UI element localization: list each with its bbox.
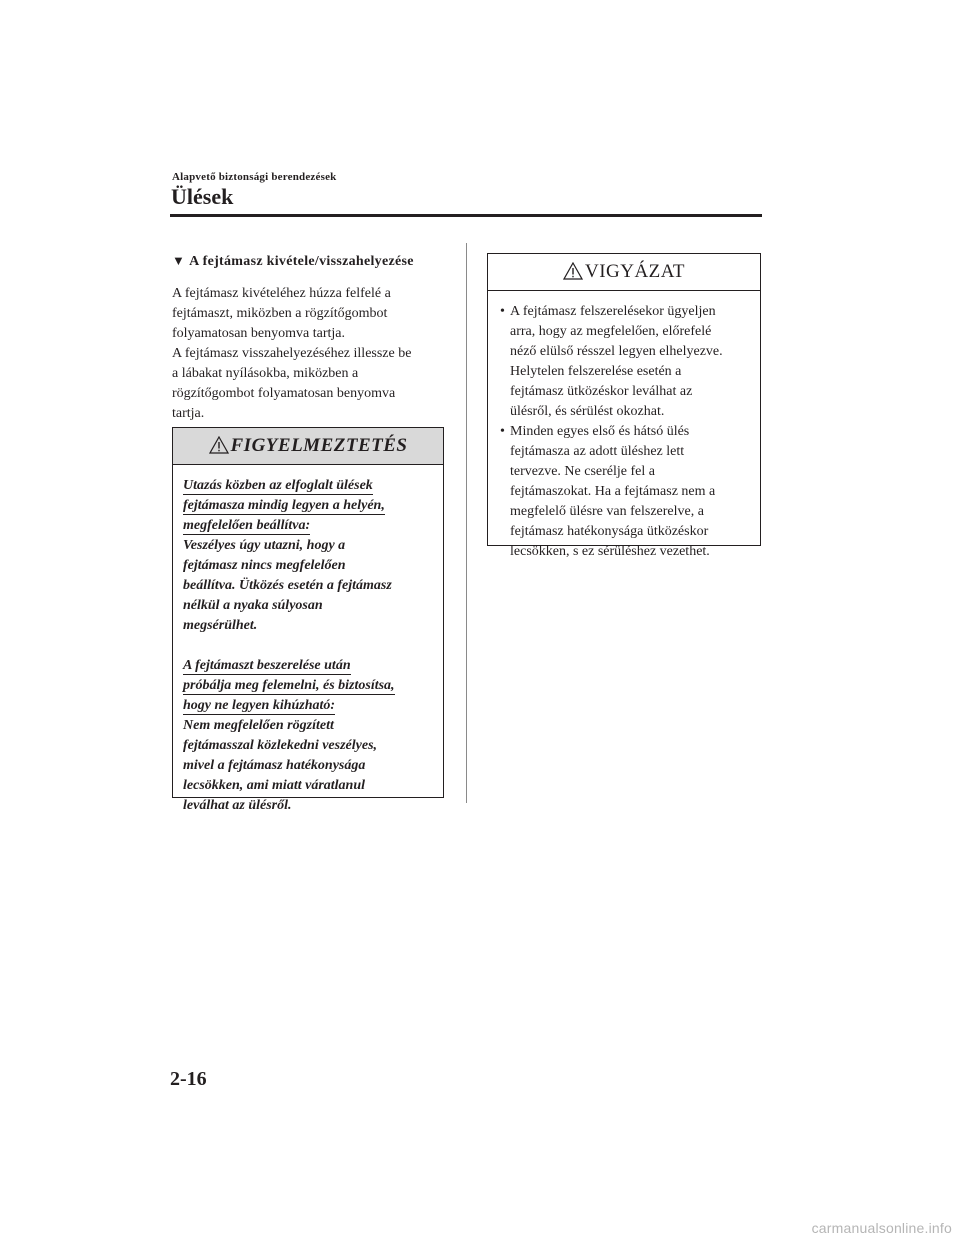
warning-heading-line: próbálja meg felemelni, és biztosítsa, <box>183 678 395 693</box>
warning-block-2-heading <box>183 656 435 716</box>
bullet-line: tervezve. Ne cserélje fel a <box>510 464 655 479</box>
warning-triangle-icon <box>209 436 229 454</box>
caution-box <box>487 253 761 559</box>
warning-text-line: fejtámasz nincs megfelelően <box>183 558 346 573</box>
column-divider <box>466 243 467 803</box>
warning-text-line: beállítva. Ütközés esetén a fejtámasz <box>183 578 392 593</box>
paragraph-line: A fejtámasz kivételéhez húzza felfelé a <box>172 286 391 301</box>
section-heading <box>172 253 448 270</box>
warning-text-line: megsérülhet. <box>183 618 258 633</box>
bullet-line: Helytelen felszerelése esetén a <box>510 364 682 379</box>
triangle-marker-icon: ▼ <box>172 253 186 268</box>
bullet-dot-icon: • <box>500 304 505 319</box>
warning-text-line: mivel a fejtámasz hatékonysága <box>183 758 366 773</box>
bullet-line: fejtámaszokat. Ha a fejtámasz nem a <box>510 484 716 499</box>
bullet-line: lecsökken, s ez sérüléshez vezethet. <box>510 544 710 559</box>
bullet-line: A fejtámasz felszerelésekor ügyeljen <box>510 304 716 319</box>
section-heading-text: A fejtámasz kivétele/visszahelyezése <box>189 254 414 269</box>
warning-heading-line: A fejtámaszt beszerelése után <box>183 658 351 673</box>
paragraph-line: A fejtámasz visszahelyezéséhez illessze be <box>172 346 412 361</box>
warning-title: FIGYELMEZTETÉS <box>230 435 408 456</box>
warning-block-1-heading <box>183 476 435 536</box>
bullet-line: arra, hogy az megfelelően, előrefelé <box>510 324 712 339</box>
warning-heading-line: Utazás közben az elfoglalt ülések <box>183 478 373 493</box>
paragraph-line: rögzítőgombot folyamatosan benyomva <box>172 386 396 401</box>
warning-block-1-text <box>183 536 435 636</box>
warning-text-line: leválhat az ülésről. <box>183 798 292 813</box>
spacer <box>183 636 435 656</box>
warning-body <box>173 465 443 816</box>
warning-header <box>173 428 443 465</box>
header-divider <box>170 214 762 217</box>
warning-text-line: lecsökken, ami miatt váratlanul <box>183 778 366 793</box>
warning-heading-line: megfelelően beállítva: <box>183 518 311 533</box>
bullet-line: fejtámasza az adott üléshez lett <box>510 444 685 459</box>
caution-header <box>488 254 760 291</box>
bullet-line: fejtámasz ütközéskor leválhat az <box>510 384 693 399</box>
caution-title: VIGYÁZAT <box>584 261 686 282</box>
paragraph-line: tartja. <box>172 406 205 421</box>
instructions-paragraph <box>172 284 448 424</box>
caution-bullet <box>500 302 750 422</box>
paragraph-line: a lábakat nyílásokba, miközben a <box>172 366 359 381</box>
watermark-link[interactable]: carmanualsonline.info <box>811 1220 952 1236</box>
warning-heading-line: hogy ne legyen kihúzható: <box>183 698 336 713</box>
warning-triangle-icon <box>563 262 583 280</box>
bullet-line: fejtámasz hatékonysága ütközéskor <box>510 524 709 539</box>
bullet-line: megfelelő ülésre van felszerelve, a <box>510 504 704 519</box>
bullet-line: néző elülső résszel legyen elhelyezve. <box>510 344 723 359</box>
warning-heading-line: fejtámasza mindig legyen a helyén, <box>183 498 385 513</box>
bullet-dot-icon: • <box>500 424 505 439</box>
warning-box <box>172 427 444 813</box>
warning-text-line: Nem megfelelően rögzített <box>183 718 334 733</box>
bullet-line: Minden egyes első és hátsó ülés <box>510 424 690 439</box>
caution-bullet <box>500 422 750 562</box>
warning-text-line: nélkül a nyaka súlyosan <box>183 598 323 613</box>
warning-text-line: fejtámasszal közlekedni veszélyes, <box>183 738 378 753</box>
page-number: 2-16 <box>170 1068 207 1090</box>
warning-block-2-text <box>183 716 435 816</box>
warning-text-line: Veszélyes úgy utazni, hogy a <box>183 538 346 553</box>
paragraph-line: folyamatosan benyomva tartja. <box>172 326 345 341</box>
section-header-label: Alapvető biztonsági berendezések <box>172 171 337 183</box>
left-column <box>172 253 448 424</box>
caution-body <box>488 291 760 562</box>
bullet-line: ülésről, és sérülést okozhat. <box>510 404 665 419</box>
page-title: Ülések <box>171 184 234 209</box>
paragraph-line: fejtámaszt, miközben a rögzítőgombot <box>172 306 388 321</box>
